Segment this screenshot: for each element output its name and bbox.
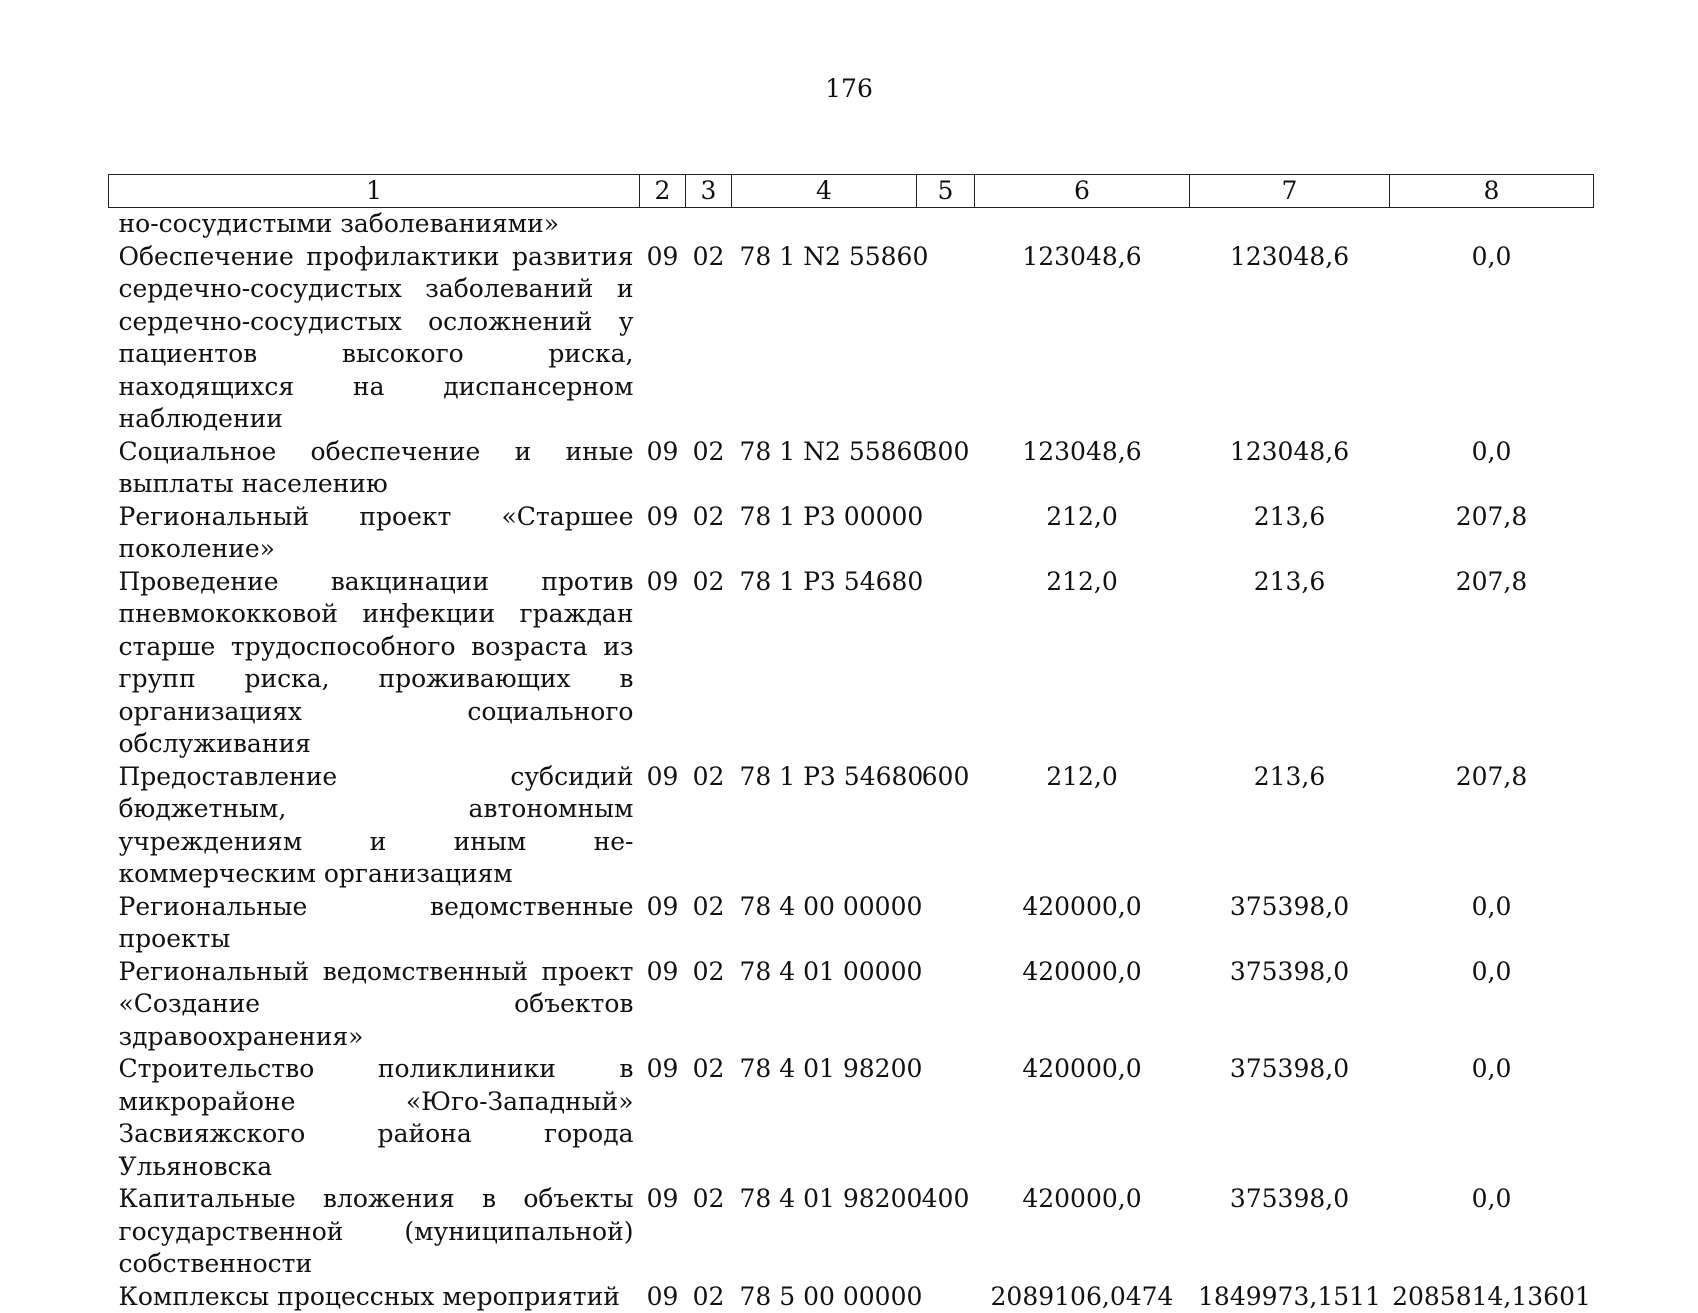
- section-code-cell: 09: [640, 1053, 686, 1183]
- amount-col8-cell: 0,0: [1390, 1053, 1594, 1183]
- section-code-cell: 09: [640, 566, 686, 761]
- amount-col6-cell: 420000,0: [975, 891, 1190, 956]
- section-code-cell: 09: [640, 956, 686, 1054]
- amount-col6-cell: [975, 208, 1190, 241]
- amount-col6-cell: 123048,6: [975, 436, 1190, 501]
- target-article-cell: 78 1 N2 55860: [732, 436, 917, 501]
- amount-col6-cell: 420000,0: [975, 1053, 1190, 1183]
- target-article-cell: 78 4 01 98200: [732, 1053, 917, 1183]
- row-name-cell: Проведение вакцинации против пневмококковой инфекции граждан старше трудоспособного возраста из групп риска, проживающих в организациях социального обслуживания: [109, 566, 640, 761]
- amount-col6-cell: 123048,6: [975, 241, 1190, 436]
- target-article-cell: [732, 208, 917, 241]
- table-body: [109, 208, 1594, 1313]
- column-header: 7: [1190, 175, 1390, 208]
- amount-col8-cell: 2085814,13601: [1390, 1281, 1594, 1313]
- subsection-code-cell: 02: [686, 1053, 732, 1183]
- target-article-cell: 78 4 01 00000: [732, 956, 917, 1054]
- section-code-cell: 09: [640, 761, 686, 891]
- table-row: [109, 956, 1594, 1054]
- target-article-cell: 78 5 00 00000: [732, 1281, 917, 1313]
- amount-col7-cell: 213,6: [1190, 501, 1390, 566]
- target-article-cell: 78 1 N2 55860: [732, 241, 917, 436]
- row-name-cell: Региональные ведомственные проекты: [109, 891, 640, 956]
- subsection-code-cell: 02: [686, 436, 732, 501]
- subsection-code-cell: 02: [686, 761, 732, 891]
- amount-col8-cell: 207,8: [1390, 761, 1594, 891]
- section-code-cell: 09: [640, 1183, 686, 1281]
- amount-col8-cell: 207,8: [1390, 501, 1594, 566]
- subsection-code-cell: 02: [686, 241, 732, 436]
- amount-col6-cell: 420000,0: [975, 1183, 1190, 1281]
- expense-type-cell: [917, 208, 975, 241]
- amount-col6-cell: 212,0: [975, 761, 1190, 891]
- page-number: 176: [0, 74, 1698, 103]
- subsection-code-cell: 02: [686, 1183, 732, 1281]
- amount-col7-cell: 375398,0: [1190, 1053, 1390, 1183]
- section-code-cell: [640, 208, 686, 241]
- section-code-cell: 09: [640, 501, 686, 566]
- amount-col8-cell: 0,0: [1390, 241, 1594, 436]
- subsection-code-cell: 02: [686, 1281, 732, 1313]
- expense-type-cell: 300: [917, 436, 975, 501]
- amount-col8-cell: 0,0: [1390, 956, 1594, 1054]
- row-name-cell: Социальное обеспечение и иные выплаты населению: [109, 436, 640, 501]
- table-row: [109, 1053, 1594, 1183]
- expense-type-cell: [917, 956, 975, 1054]
- amount-col7-cell: 375398,0: [1190, 956, 1390, 1054]
- row-name-cell: Капитальные вложения в объекты государственной (муниципальной) собственности: [109, 1183, 640, 1281]
- amount-col6-cell: 212,0: [975, 501, 1190, 566]
- table-row: [109, 436, 1594, 501]
- expense-type-cell: [917, 501, 975, 566]
- amount-col7-cell: 1849973,1511: [1190, 1281, 1390, 1313]
- expense-type-cell: [917, 891, 975, 956]
- subsection-code-cell: 02: [686, 956, 732, 1054]
- expense-type-cell: 600: [917, 761, 975, 891]
- amount-col6-cell: 2089106,0474: [975, 1281, 1190, 1313]
- amount-col8-cell: 0,0: [1390, 436, 1594, 501]
- amount-col8-cell: 0,0: [1390, 1183, 1594, 1281]
- amount-col7-cell: 213,6: [1190, 566, 1390, 761]
- section-code-cell: 09: [640, 891, 686, 956]
- target-article-cell: 78 1 P3 00000: [732, 501, 917, 566]
- amount-col6-cell: 420000,0: [975, 956, 1190, 1054]
- row-name-cell: Строительство поликлиники в микрорайоне «Юго-Западный» Засвияжского района города Ульяновска: [109, 1053, 640, 1183]
- amount-col8-cell: 207,8: [1390, 566, 1594, 761]
- amount-col7-cell: 375398,0: [1190, 891, 1390, 956]
- row-name-cell: но-сосудистыми заболеваниями»: [109, 208, 640, 241]
- target-article-cell: 78 1 P3 54680: [732, 761, 917, 891]
- expense-type-cell: 400: [917, 1183, 975, 1281]
- column-header: 8: [1390, 175, 1594, 208]
- table-row: [109, 501, 1594, 566]
- table-row: [109, 891, 1594, 956]
- amount-col7-cell: 375398,0: [1190, 1183, 1390, 1281]
- expense-type-cell: [917, 1281, 975, 1313]
- column-header: 3: [686, 175, 732, 208]
- column-header: 4: [732, 175, 917, 208]
- expense-type-cell: [917, 1053, 975, 1183]
- amount-col7-cell: 123048,6: [1190, 241, 1390, 436]
- subsection-code-cell: 02: [686, 891, 732, 956]
- amount-col7-cell: [1190, 208, 1390, 241]
- subsection-code-cell: 02: [686, 566, 732, 761]
- column-header: 5: [917, 175, 975, 208]
- header-row: [109, 175, 1594, 208]
- table-row: [109, 241, 1594, 436]
- subsection-code-cell: 02: [686, 501, 732, 566]
- section-code-cell: 09: [640, 436, 686, 501]
- section-code-cell: 09: [640, 1281, 686, 1313]
- amount-col6-cell: 212,0: [975, 566, 1190, 761]
- column-header: 1: [109, 175, 640, 208]
- column-header: 6: [975, 175, 1190, 208]
- subsection-code-cell: [686, 208, 732, 241]
- amount-col8-cell: [1390, 208, 1594, 241]
- table-row: [109, 1281, 1594, 1313]
- row-name-cell: Региональный проект «Старшее поколение»: [109, 501, 640, 566]
- column-header: 2: [640, 175, 686, 208]
- row-name-cell: Комплексы процессных мероприятий: [109, 1281, 640, 1313]
- row-name-cell: Региональный ведомственный проект «Создание объектов здравоохранения»: [109, 956, 640, 1054]
- target-article-cell: 78 1 P3 54680: [732, 566, 917, 761]
- row-name-cell: Обеспечение профилактики развития сердечно-сосудистых заболеваний и сердечно-сосудистых осложнений у пациентов высокого риска, находящихся на диспансерном наблюдении: [109, 241, 640, 436]
- target-article-cell: 78 4 00 00000: [732, 891, 917, 956]
- amount-col7-cell: 123048,6: [1190, 436, 1390, 501]
- target-article-cell: 78 4 01 98200: [732, 1183, 917, 1281]
- table-row: [109, 566, 1594, 761]
- table-row: [109, 761, 1594, 891]
- amount-col7-cell: 213,6: [1190, 761, 1390, 891]
- budget-table: [108, 174, 1594, 1313]
- table-row: [109, 1183, 1594, 1281]
- table-header: [109, 175, 1594, 208]
- amount-col8-cell: 0,0: [1390, 891, 1594, 956]
- section-code-cell: 09: [640, 241, 686, 436]
- table-row: [109, 208, 1594, 241]
- row-name-cell: Предоставление субсидий бюджетным, автономным учреждениям и иным некоммерческим организациям: [109, 761, 640, 891]
- expense-type-cell: [917, 566, 975, 761]
